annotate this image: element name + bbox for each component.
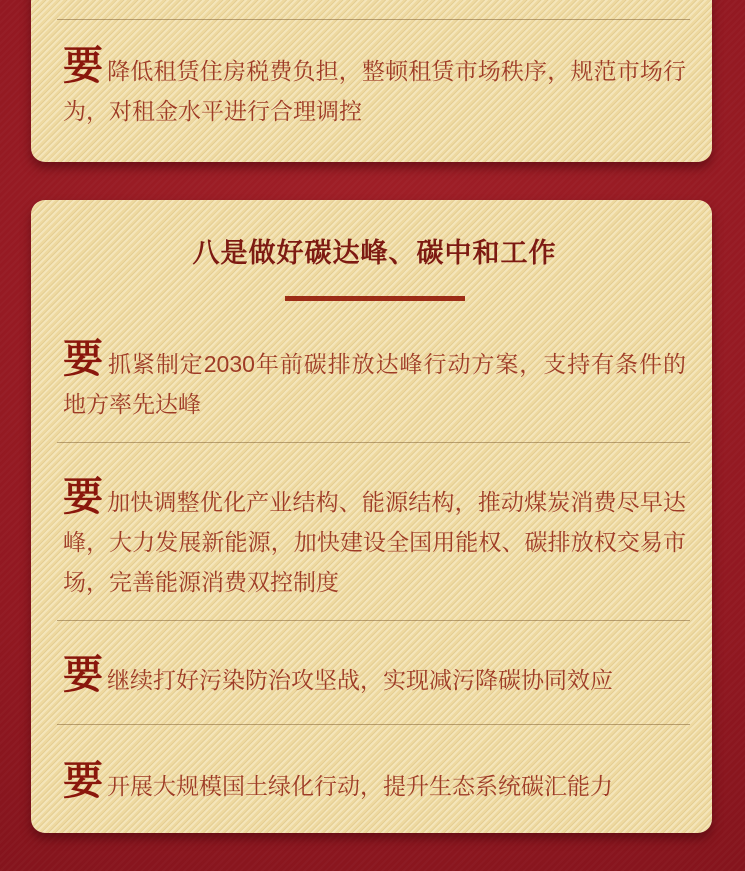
item-text: 抓紧制定2030年前碳排放达峰行动方案，支持有条件的地方率先达峰 [63,351,686,417]
item-divider [57,724,690,725]
policy-item [63,336,686,424]
item-text: 开展大规模国土绿化行动，提升生态系统碳汇能力 [107,773,613,799]
item-marker-yao: 要 [63,652,103,697]
carbon-card [31,200,712,833]
item-divider [57,620,690,621]
item-text: 降低租赁住房税费负担，整顿租赁市场秩序，规范市场行为，对租金水平进行合理调控 [63,58,687,124]
policy-item [63,758,686,806]
item-text: 继续打好污染防治攻坚战，实现减污降碳协同效应 [107,667,613,693]
policy-item [63,43,687,131]
item-divider [57,442,690,443]
policy-item [63,474,687,602]
policy-item [63,652,686,700]
item-marker-yao: 要 [63,474,104,519]
top-card-housing-rental [31,0,712,162]
item-text: 加快调整优化产业结构、能源结构，推动煤炭消费尽早达峰，大力发展新能源，加快建设全国用能权、碳排放权交易市场，完善能源消费双控制度 [63,489,687,595]
item-divider [57,19,690,20]
item-marker-yao: 要 [63,758,103,803]
title-underline [285,296,465,301]
item-marker-yao: 要 [63,43,104,88]
section-title: 八是做好碳达峰、碳中和工作 [192,238,557,268]
item-marker-yao: 要 [63,336,104,381]
